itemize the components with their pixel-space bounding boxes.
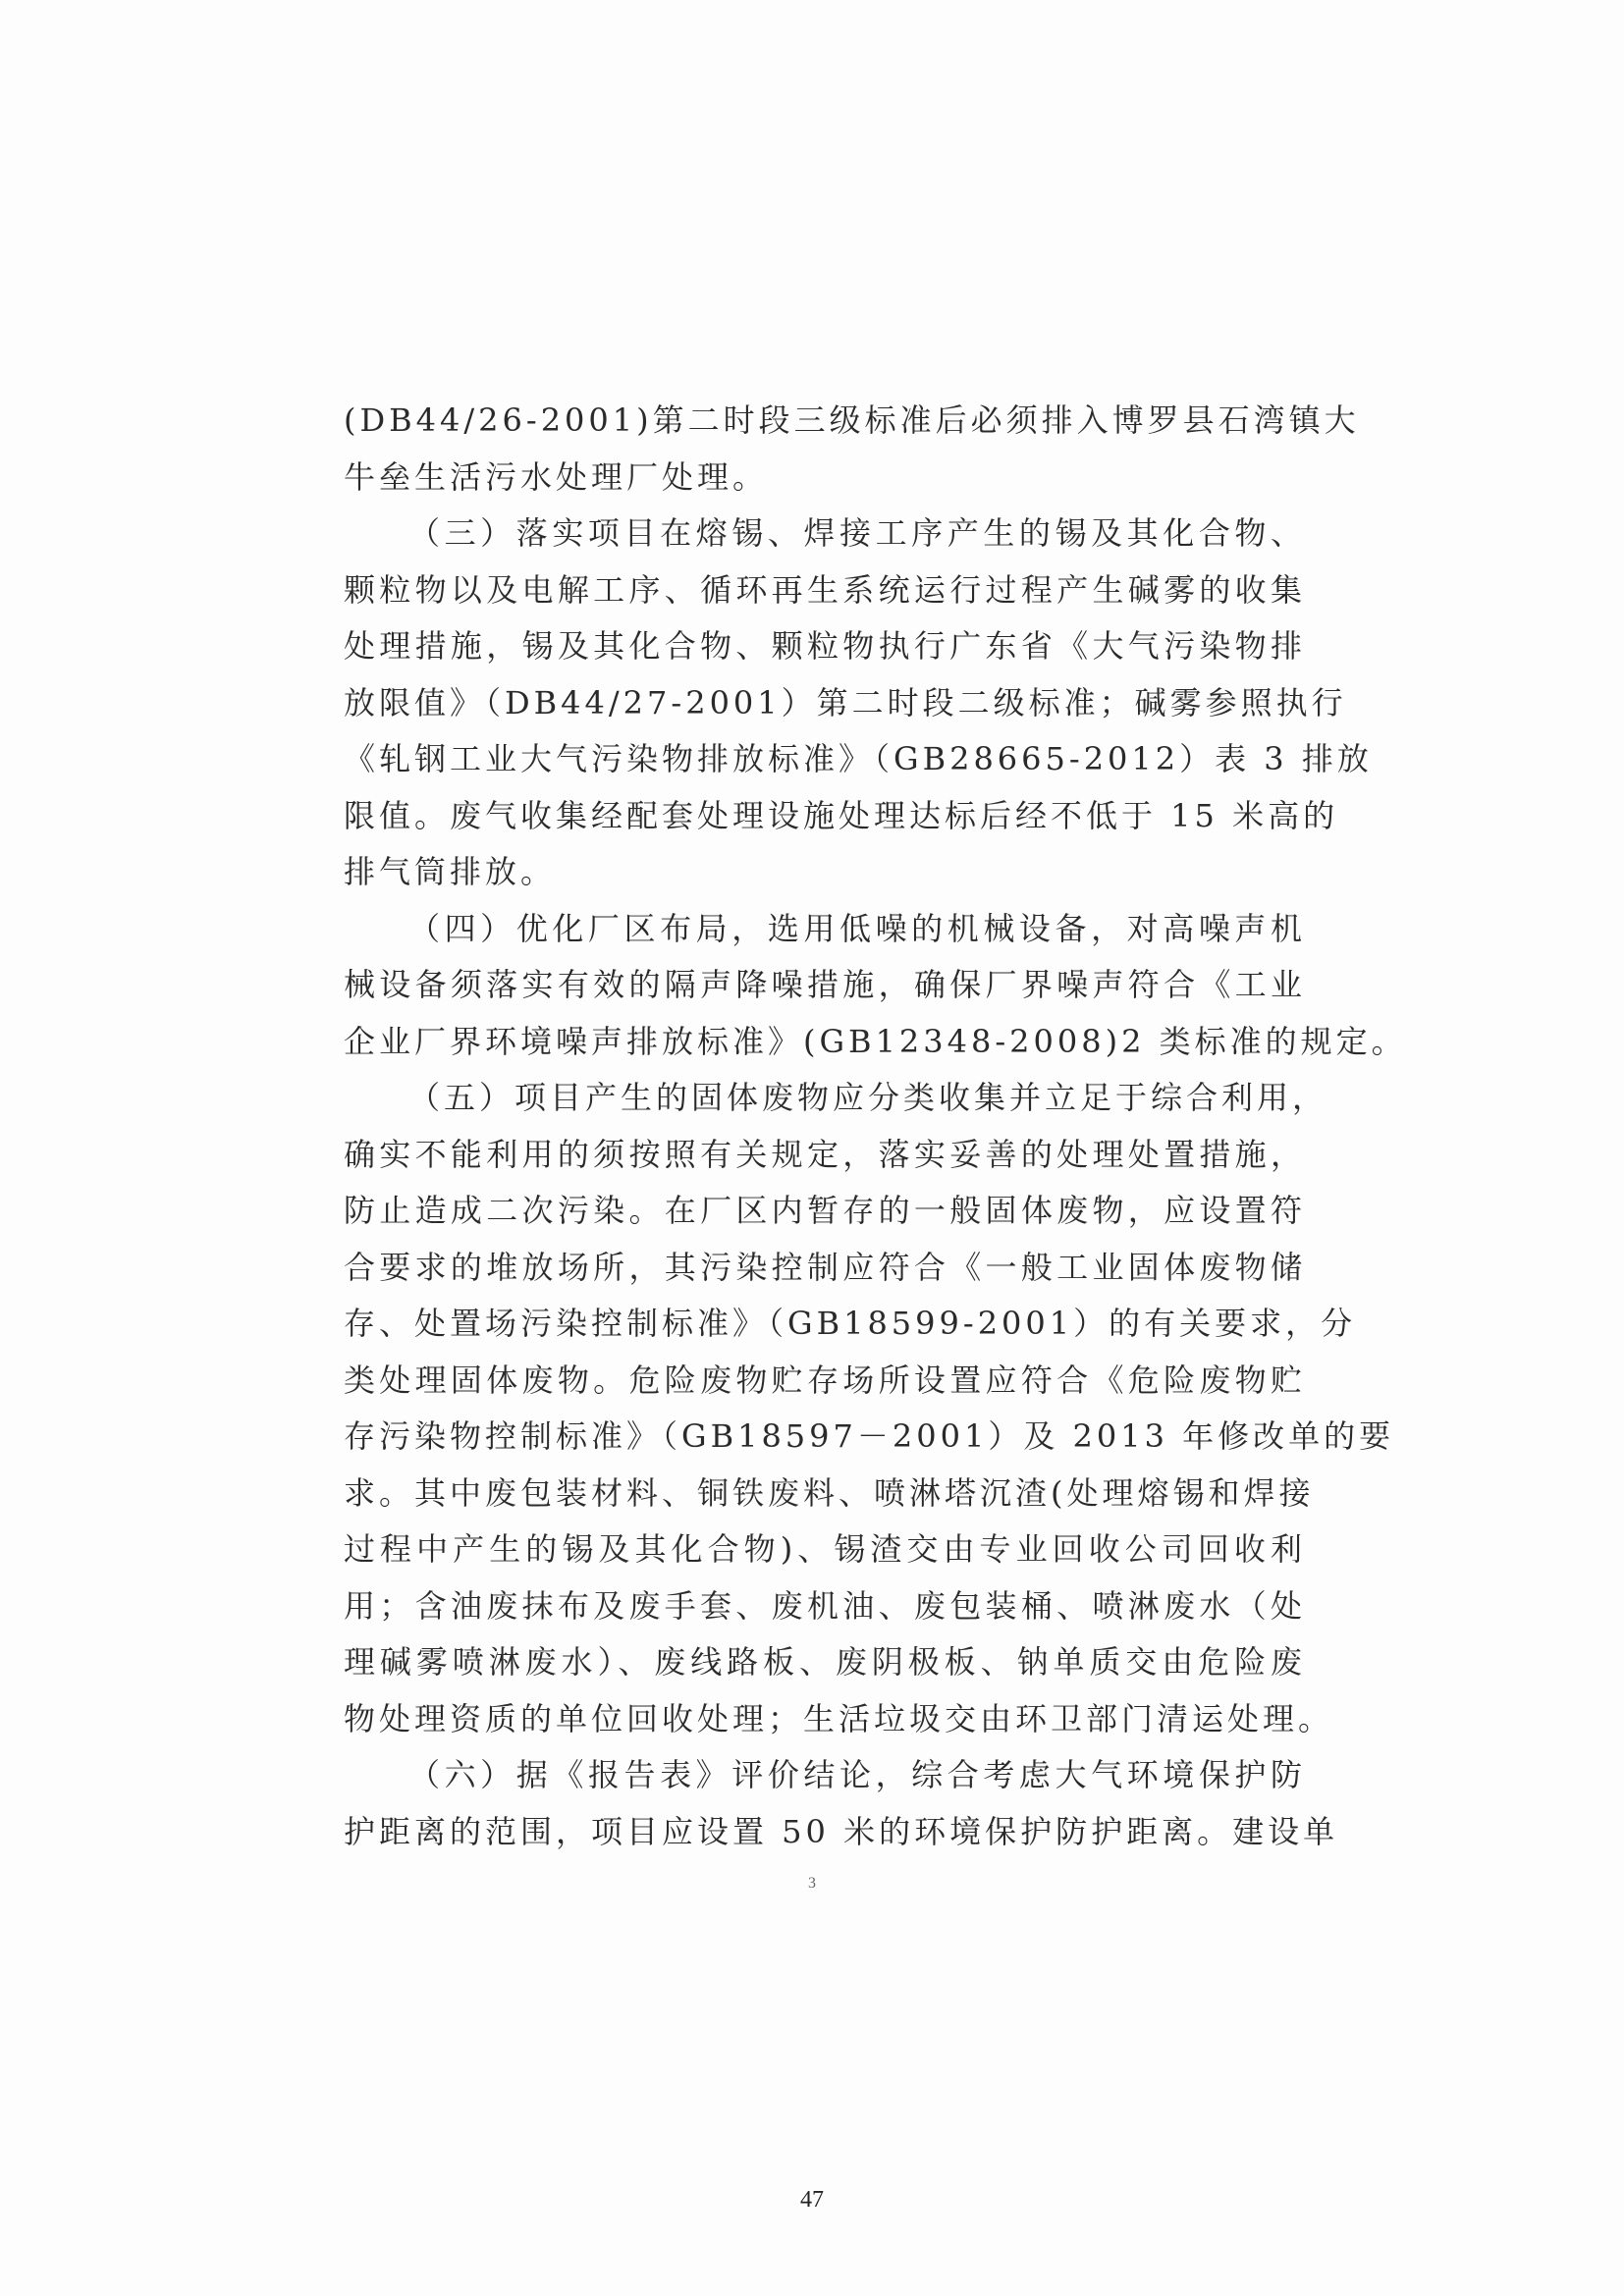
inner-page-number: 3 bbox=[808, 1875, 816, 1892]
text-line: 确实不能利用的须按照有关规定，落实妥善的处理处置措施， bbox=[344, 1135, 1306, 1173]
text-line: 合要求的堆放场所，其污染控制应符合《一般工业固体废物储 bbox=[344, 1248, 1306, 1286]
text-line: （六）据《报告表》评价结论，综合考虑大气环境保护防 bbox=[408, 1756, 1306, 1793]
text-line: 颗粒物以及电解工序、循环再生系统运行过程产生碱雾的收集 bbox=[344, 570, 1306, 609]
text-line: 处理措施，锡及其化合物、颗粒物执行广东省《大气污染物排 bbox=[344, 627, 1306, 665]
text-line: 防止造成二次污染。在厂区内暂存的一般固体废物，应设置符 bbox=[344, 1192, 1306, 1229]
text-line: 护距离的范围，项目应设置 50 米的环境保护防护距离。建设单 bbox=[344, 1812, 1339, 1850]
text-line: 《轧钢工业大气污染物排放标准》（GB28665-2012）表 3 排放 bbox=[344, 740, 1373, 777]
text-line: 存污染物控制标准》（GB18597－2001）及 2013 年修改单的要 bbox=[344, 1417, 1395, 1455]
text-line: （五）项目产生的固体废物应分类收集并立足于综合利用， bbox=[408, 1079, 1328, 1116]
text-line: 企业厂界环境噪声排放标准》(GB12348-2008)2 类标准的规定。 bbox=[344, 1022, 1407, 1060]
text-line: （四）优化厂区布局，选用低噪的机械设备，对高噪声机 bbox=[408, 909, 1306, 947]
text-line: 求。其中废包装材料、铜铁废料、喷淋塔沉渣(处理熔锡和焊接 bbox=[344, 1473, 1315, 1512]
outer-page-number: 47 bbox=[800, 2187, 824, 2213]
text-line: 放限值》（DB44/27-2001）第二时段二级标准；碱雾参照执行 bbox=[344, 683, 1347, 721]
text-line: (DB44/26-2001)第二时段三级标准后必须排入博罗县石湾镇大 bbox=[344, 401, 1360, 439]
text-line: 物处理资质的单位回收处理；生活垃圾交由环卫部门清运处理。 bbox=[344, 1699, 1334, 1737]
text-line: 限值。废气收集经配套处理设施处理达标后经不低于 15 米高的 bbox=[344, 796, 1339, 834]
text-line: 械设备须落实有效的隔声降噪措施，确保厂界噪声符合《工业 bbox=[344, 966, 1306, 1003]
text-line: （三）落实项目在熔锡、焊接工序产生的锡及其化合物、 bbox=[408, 514, 1306, 552]
text-line: 牛垒生活污水处理厂处理。 bbox=[344, 457, 769, 496]
text-line: 排气筒排放。 bbox=[344, 853, 557, 890]
body-text bbox=[344, 393, 1407, 1860]
text-line: 用；含油废抹布及废手套、废机油、废包装桶、喷淋废水（处 bbox=[344, 1586, 1306, 1625]
text-line: 存、处置场污染控制标准》（GB18599-2001）的有关要求，分 bbox=[344, 1305, 1357, 1342]
text-line: 类处理固体废物。危险废物贮存场所设置应符合《危险废物贮 bbox=[344, 1361, 1306, 1399]
text-line: 理碱雾喷淋废水）、废线路板、废阴极板、钠单质交由危险废 bbox=[344, 1643, 1306, 1681]
text-line: 过程中产生的锡及其化合物)、锡渣交由专业回收公司回收利 bbox=[344, 1530, 1306, 1568]
